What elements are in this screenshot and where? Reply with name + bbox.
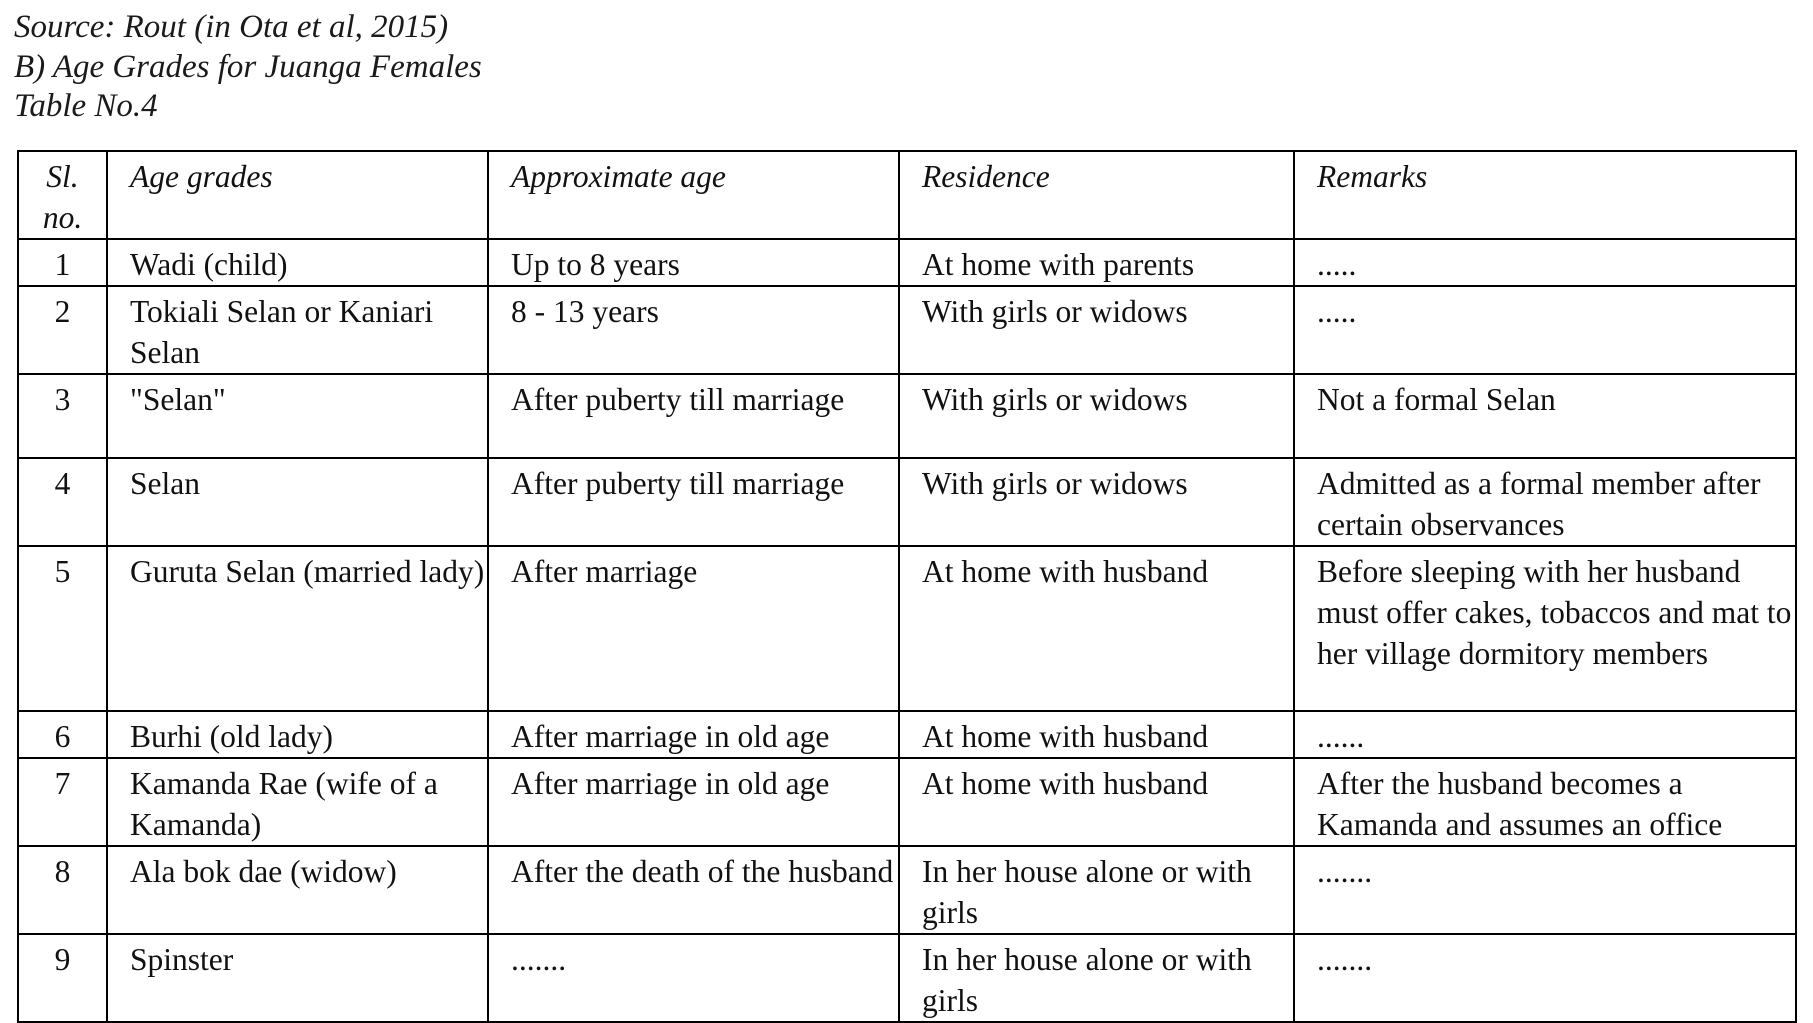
cell-remarks: ....... bbox=[1294, 934, 1796, 1022]
source-line: Source: Rout (in Ota et al, 2015) bbox=[14, 9, 449, 45]
cell-age-grade: Kamanda Rae (wife of a Kamanda) bbox=[107, 758, 488, 846]
cell-residence: In her house alone or with girls bbox=[899, 934, 1294, 1022]
cell-sl: 9 bbox=[18, 934, 107, 1022]
cell-approx-age: After marriage in old age bbox=[488, 711, 899, 758]
cell-approx-age: After puberty till marriage bbox=[488, 458, 899, 546]
header-sl-line1: Sl. bbox=[46, 159, 79, 194]
table-header-row bbox=[18, 151, 1796, 239]
table-row bbox=[18, 711, 1796, 758]
table-row bbox=[18, 458, 1796, 546]
cell-remarks: Not a formal Selan bbox=[1294, 374, 1796, 458]
table-number: Table No.4 bbox=[14, 88, 158, 124]
cell-sl: 5 bbox=[18, 546, 107, 711]
cell-approx-age: After marriage bbox=[488, 546, 899, 711]
cell-sl: 4 bbox=[18, 458, 107, 546]
cell-remarks: ....... bbox=[1294, 846, 1796, 934]
cell-age-grade: Burhi (old lady) bbox=[107, 711, 488, 758]
cell-sl: 7 bbox=[18, 758, 107, 846]
cell-age-grade: Ala bok dae (widow) bbox=[107, 846, 488, 934]
cell-residence: With girls or widows bbox=[899, 286, 1294, 374]
table-row bbox=[18, 846, 1796, 934]
cell-remarks: ..... bbox=[1294, 239, 1796, 286]
cell-remarks: ..... bbox=[1294, 286, 1796, 374]
cell-approx-age: 8 - 13 years bbox=[488, 286, 899, 374]
cell-age-grade: Selan bbox=[107, 458, 488, 546]
header-remarks: Remarks bbox=[1294, 151, 1796, 239]
age-grades-table bbox=[17, 150, 1797, 1023]
header-residence: Residence bbox=[899, 151, 1294, 239]
table-subtitle: B) Age Grades for Juanga Females bbox=[14, 48, 482, 85]
cell-sl: 2 bbox=[18, 286, 107, 374]
cell-residence: At home with husband bbox=[899, 711, 1294, 758]
cell-remarks: Admitted as a formal member after certain observances bbox=[1294, 458, 1796, 546]
table-row bbox=[18, 374, 1796, 458]
header-sl-line2: no. bbox=[42, 200, 83, 235]
header-approximate-age: Approximate age bbox=[488, 151, 899, 239]
cell-sl: 1 bbox=[18, 239, 107, 286]
table-row bbox=[18, 239, 1796, 286]
cell-approx-age: After marriage in old age bbox=[488, 758, 899, 846]
cell-approx-age: After the death of the husband bbox=[488, 846, 899, 934]
cell-age-grade: Guruta Selan (married lady) bbox=[107, 546, 488, 711]
cell-remarks: ...... bbox=[1294, 711, 1796, 758]
cell-residence: At home with husband bbox=[899, 546, 1294, 711]
cell-residence: With girls or widows bbox=[899, 458, 1294, 546]
table-row bbox=[18, 546, 1796, 711]
header-sl-no bbox=[18, 151, 107, 239]
cell-approx-age: After puberty till marriage bbox=[488, 374, 899, 458]
cell-age-grade: Wadi (child) bbox=[107, 239, 488, 286]
cell-age-grade: "Selan" bbox=[107, 374, 488, 458]
cell-sl: 6 bbox=[18, 711, 107, 758]
cell-sl: 8 bbox=[18, 846, 107, 934]
cell-sl: 3 bbox=[18, 374, 107, 458]
cell-residence: With girls or widows bbox=[899, 374, 1294, 458]
cell-approx-age: ....... bbox=[488, 934, 899, 1022]
table-row bbox=[18, 286, 1796, 374]
cell-age-grade: Tokiali Selan or Kaniari Selan bbox=[107, 286, 488, 374]
table-row bbox=[18, 934, 1796, 1022]
table-caption bbox=[14, 8, 482, 127]
table-row bbox=[18, 758, 1796, 846]
cell-remarks: Before sleeping with her husband must offer cakes, tobaccos and mat to her village dormitory members bbox=[1294, 546, 1796, 711]
cell-residence: At home with parents bbox=[899, 239, 1294, 286]
cell-residence: At home with husband bbox=[899, 758, 1294, 846]
cell-age-grade: Spinster bbox=[107, 934, 488, 1022]
cell-residence: In her house alone or with girls bbox=[899, 846, 1294, 934]
cell-approx-age: Up to 8 years bbox=[488, 239, 899, 286]
cell-remarks: After the husband becomes a Kamanda and assumes an office bbox=[1294, 758, 1796, 846]
header-age-grades: Age grades bbox=[107, 151, 488, 239]
